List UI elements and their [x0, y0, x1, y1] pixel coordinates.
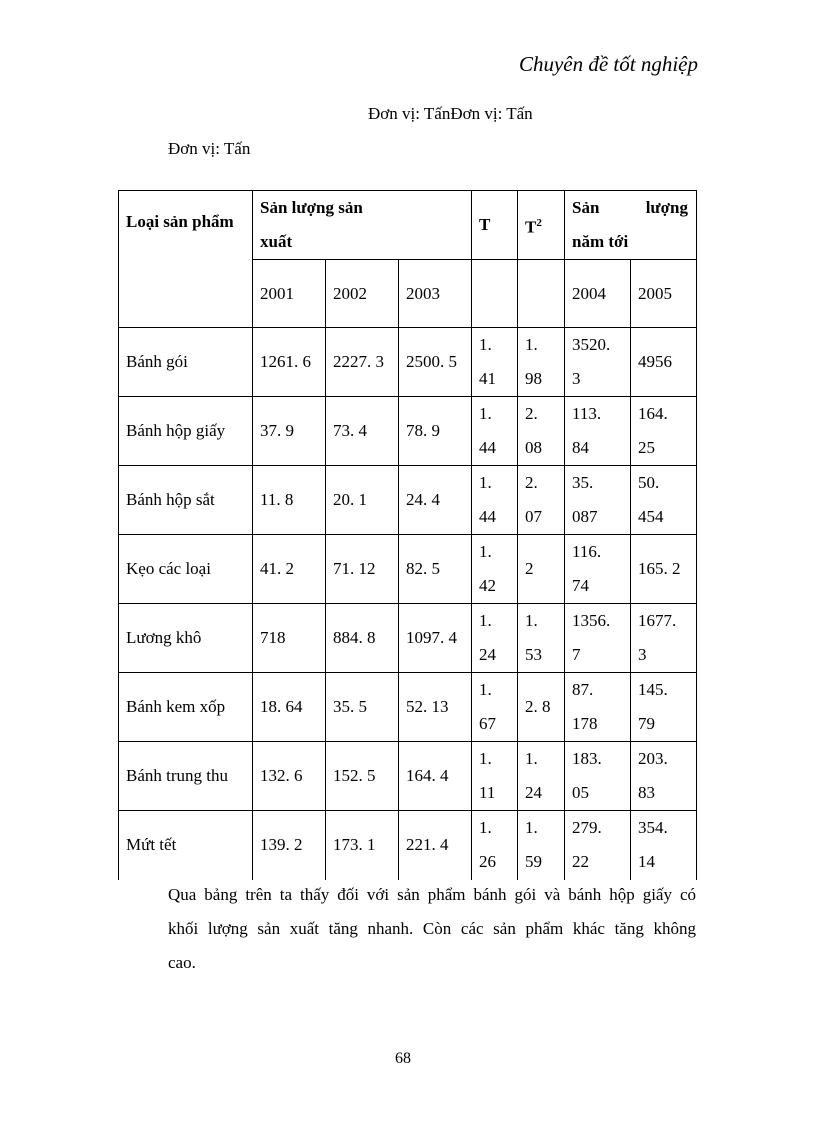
year-2003: 2003 — [399, 260, 472, 328]
t-cell-line1: 1. — [479, 335, 492, 354]
value-2001-cell: 132. 6 — [253, 742, 326, 811]
unit-line-1: Đơn vị: TấnĐơn vị: Tấn — [368, 104, 533, 123]
paragraph-line-3: cao. — [168, 953, 196, 972]
t-cell — [472, 673, 518, 742]
t2-cell-line2: 98 — [525, 369, 542, 388]
table-row — [119, 742, 697, 811]
value-2002-cell: 884. 8 — [326, 604, 399, 673]
t-cell-line2: 44 — [479, 507, 496, 526]
t2-cell-line1: 1. — [525, 611, 538, 630]
value-2001-cell: 718 — [253, 604, 326, 673]
t2-cell — [518, 397, 565, 466]
t-cell-line2: 24 — [479, 645, 496, 664]
value-2004-cell — [565, 742, 631, 811]
table-row — [119, 328, 697, 397]
t2-cell — [518, 328, 565, 397]
value-2003-cell: 221. 4 — [399, 811, 472, 880]
header-production — [253, 191, 472, 260]
header-next-line2: năm tới — [572, 232, 629, 251]
value-2005-cell: 165. 2 — [631, 535, 697, 604]
summary-paragraph — [168, 878, 696, 980]
product-name-cell: Bánh gói — [119, 328, 253, 397]
value-2004-cell — [565, 535, 631, 604]
value-2004-cell-line2: 22 — [572, 852, 589, 872]
product-name-cell: Kẹo các loại — [119, 535, 253, 604]
production-table — [118, 190, 697, 880]
value-2005-cell-line2: 25 — [638, 438, 655, 457]
product-name-cell: Bánh trung thu — [119, 742, 253, 811]
value-2004-cell-line1: 279. — [572, 818, 602, 838]
value-2003-cell: 24. 4 — [399, 466, 472, 535]
value-2001-cell: 139. 2 — [253, 811, 326, 880]
value-2004-cell — [565, 397, 631, 466]
value-2005-cell — [631, 397, 697, 466]
year-2005: 2005 — [631, 260, 697, 328]
empty-t-cell — [472, 260, 518, 328]
value-2005-cell-line2: 454 — [638, 507, 664, 526]
t2-cell: 2. 8 — [518, 673, 565, 742]
value-2001-cell: 1261. 6 — [253, 328, 326, 397]
value-2004-cell-line1: 113. — [572, 404, 602, 423]
t-cell-line2: 67 — [479, 714, 496, 733]
value-2003-cell: 52. 13 — [399, 673, 472, 742]
t-cell — [472, 604, 518, 673]
t-cell-line1: 1. — [479, 542, 492, 561]
t2-cell-line2: 59 — [525, 852, 542, 872]
product-name-cell: Mứt tết — [119, 811, 253, 880]
table-row — [119, 466, 697, 535]
t-cell-line2: 26 — [479, 852, 496, 872]
t-cell-line1: 1. — [479, 473, 492, 492]
paragraph-line-1: Qua bảng trên ta thấy đối với sản phẩm bánh gói và bánh hộp giấy có — [168, 885, 696, 904]
value-2004-cell-line1: 183. — [572, 749, 602, 768]
t-cell-line2: 41 — [479, 369, 496, 388]
table-row — [119, 535, 697, 604]
table-row — [119, 811, 697, 880]
value-2005-cell — [631, 673, 697, 742]
value-2005-cell-line1: 203. — [638, 749, 668, 768]
value-2004-cell-line1: 116. — [572, 542, 602, 561]
t2-cell — [518, 742, 565, 811]
t-cell-line2: 44 — [479, 438, 496, 457]
header-production-line2: xuất — [260, 232, 293, 251]
value-2005-cell — [631, 811, 697, 880]
t-cell — [472, 397, 518, 466]
header-next-line1: Sản lượng — [572, 198, 688, 217]
value-2005-cell-line2: 3 — [638, 645, 647, 664]
value-2001-cell: 11. 8 — [253, 466, 326, 535]
t2-cell-line1: 1. — [525, 335, 538, 354]
empty-t2-cell — [518, 260, 565, 328]
value-2004-cell-line2: 087 — [572, 507, 598, 526]
t2-cell-line1: 1. — [525, 749, 538, 768]
header-next-years — [565, 191, 697, 260]
value-2002-cell: 2227. 3 — [326, 328, 399, 397]
t2-cell-line2: 24 — [525, 783, 542, 802]
value-2004-cell — [565, 673, 631, 742]
value-2001-cell: 18. 64 — [253, 673, 326, 742]
value-2002-cell: 71. 12 — [326, 535, 399, 604]
value-2004-cell-line1: 3520. — [572, 335, 611, 354]
value-2004-cell-line2: 84 — [572, 438, 589, 457]
t2-cell — [518, 466, 565, 535]
value-2003-cell: 78. 9 — [399, 397, 472, 466]
t-cell — [472, 466, 518, 535]
value-2004-cell-line2: 178 — [572, 714, 598, 733]
year-2001: 2001 — [253, 260, 326, 328]
value-2001-cell: 41. 2 — [253, 535, 326, 604]
year-2004: 2004 — [565, 260, 631, 328]
t2-cell-line2: 08 — [525, 438, 542, 457]
t-cell-line1: 1. — [479, 680, 492, 699]
value-2005-cell: 4956 — [631, 328, 697, 397]
unit-line-2: Đơn vị: Tấn — [168, 139, 251, 158]
value-2004-cell — [565, 466, 631, 535]
page-number: 68 — [395, 1050, 411, 1067]
product-name-cell: Bánh hộp sắt — [119, 466, 253, 535]
value-2005-cell-line1: 145. — [638, 680, 668, 699]
value-2004-cell-line1: 35. — [572, 473, 594, 492]
t-cell-line2: 11 — [479, 783, 496, 802]
product-name-cell: Bánh hộp giấy — [119, 397, 253, 466]
value-2004-cell-line2: 7 — [572, 645, 581, 664]
paragraph-line-2: khối lượng sản xuất tăng nhanh. Còn các sản phẩm khác tăng không — [168, 919, 696, 938]
year-2002: 2002 — [326, 260, 399, 328]
value-2004-cell — [565, 604, 631, 673]
value-2005-cell-line1: 50. — [638, 473, 660, 492]
value-2002-cell: 152. 5 — [326, 742, 399, 811]
table-row — [119, 397, 697, 466]
t2-cell-line2: 53 — [525, 645, 542, 664]
t-cell-line1: 1. — [479, 611, 492, 630]
page-header: Chuyên đề tốt nghiệp — [518, 52, 698, 76]
value-2005-cell — [631, 466, 697, 535]
t2-cell-line1: 1. — [525, 818, 538, 838]
t2-cell-line2: 07 — [525, 507, 542, 526]
value-2003-cell: 164. 4 — [399, 742, 472, 811]
header-production-line1: Sản lượng sản — [260, 198, 363, 217]
value-2002-cell: 35. 5 — [326, 673, 399, 742]
t-cell-line1: 1. — [479, 749, 492, 768]
value-2004-cell — [565, 811, 631, 880]
t-cell-line1: 1. — [479, 404, 492, 423]
value-2005-cell — [631, 742, 697, 811]
value-2004-cell — [565, 328, 631, 397]
value-2005-cell-line2: 79 — [638, 714, 655, 733]
value-2005-cell-line2: 14 — [638, 852, 655, 872]
value-2003-cell: 2500. 5 — [399, 328, 472, 397]
t-cell — [472, 811, 518, 880]
value-2005-cell-line1: 164. — [638, 404, 668, 423]
value-2004-cell-line2: 3 — [572, 369, 581, 388]
t2-cell: 2 — [518, 535, 565, 604]
header-product: Loại sản phẩm — [119, 191, 253, 328]
value-2002-cell: 173. 1 — [326, 811, 399, 880]
value-2005-cell-line1: 354. — [638, 818, 668, 838]
table-row — [119, 604, 697, 673]
value-2004-cell-line1: 1356. — [572, 611, 611, 630]
t-cell — [472, 742, 518, 811]
t-cell-line2: 42 — [479, 576, 496, 595]
value-2001-cell: 37. 9 — [253, 397, 326, 466]
table-row — [119, 673, 697, 742]
header-t: T — [472, 191, 518, 260]
value-2005-cell-line1: 1677. — [638, 611, 677, 630]
t-cell-line1: 1. — [479, 818, 492, 838]
value-2002-cell: 20. 1 — [326, 466, 399, 535]
t2-cell — [518, 811, 565, 880]
value-2005-cell — [631, 604, 697, 673]
header-t2: $T^2$ — [518, 191, 565, 260]
value-2002-cell: 73. 4 — [326, 397, 399, 466]
t-cell — [472, 328, 518, 397]
value-2003-cell: 1097. 4 — [399, 604, 472, 673]
value-2004-cell-line1: 87. — [572, 680, 594, 699]
t2-cell-line1: 2. — [525, 404, 538, 423]
value-2003-cell: 82. 5 — [399, 535, 472, 604]
value-2004-cell-line2: 05 — [572, 783, 589, 802]
t2-cell-line1: 2. — [525, 473, 538, 492]
product-name-cell: Bánh kem xốp — [119, 673, 253, 742]
value-2005-cell-line2: 83 — [638, 783, 655, 802]
t2-cell — [518, 604, 565, 673]
product-name-cell: Lương khô — [119, 604, 253, 673]
value-2004-cell-line2: 74 — [572, 576, 589, 595]
t-cell — [472, 535, 518, 604]
